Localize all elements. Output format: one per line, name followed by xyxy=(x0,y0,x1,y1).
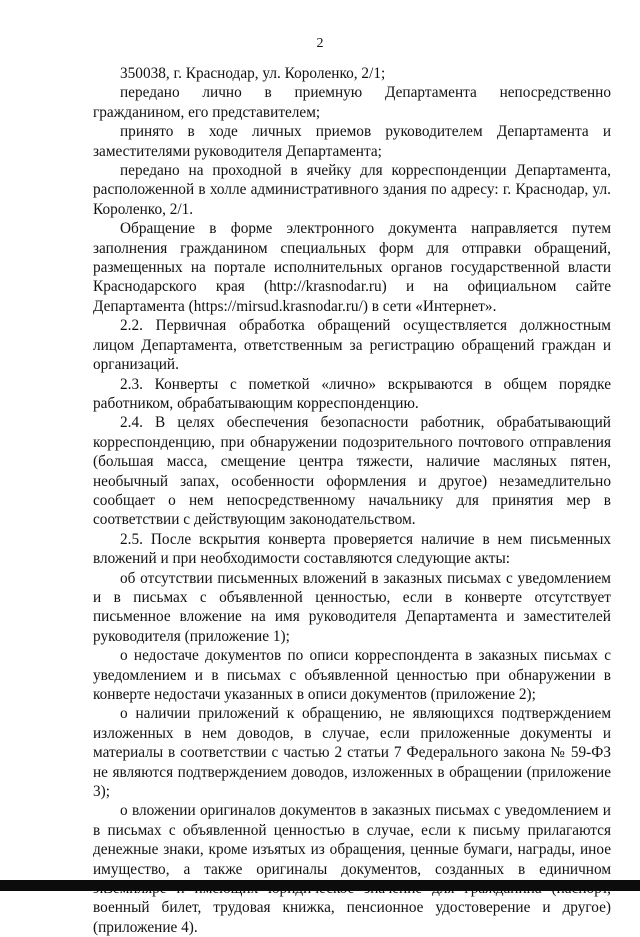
paragraph-electronic-form: Обращение в форме электронного документа направляется путем заполнения гражданином специальных форм для отправки обращений, размещенных на портале исполнительных органов государственной власти Краснодарского края (http://krasnodar.ru) и на официальном сайте Департамента (https://mirsud.krasnodar.ru/) в сети «Интернет». xyxy=(93,220,611,315)
paragraph-2-2: 2.2. Первичная обработка обращений осуществляется должностным лицом Департамента, ответственным за регистрацию обращений граждан и организаций. xyxy=(93,317,611,374)
paragraph-address-line: 350038, г. Краснодар, ул. Короленко, 2/1; xyxy=(120,65,386,82)
page-number: 2 xyxy=(316,36,324,51)
paragraph-act-original-documents: о вложении оригиналов документов в заказных письмах с уведомлением и в письмах с объявленной ценностью в случае, если к письму прилагаются денежные знаки, кроме изъятых из обращения, ценные бумаги, награды, иное имущество, а также оригиналы документов, созданных в единичном военный билет, трудовая книжка, пенсионное удостоверение и другое) (приложение 4). xyxy=(93,802,611,936)
paragraph-2-3: 2.3. Конверты с пометкой «лично» вскрываются в общем порядке работником, обрабатывающим корреспонденцию. xyxy=(93,375,611,412)
paragraph-personal-delivery: передано лично в приемную Департамента непосредственно гражданином, его представителем; xyxy=(93,84,611,121)
paragraph-2-5: 2.5. После вскрытия конверта проверяется наличие в нем письменных вложений и при необходимости составляются следующие акты: xyxy=(93,530,611,568)
paragraph-checkpoint-mailbox: передано на проходной в ячейку для корреспонденции Департамента, расположенной в холле административного здания по адресу: г. Краснодар, ул. Короленко, 2/1. xyxy=(93,162,611,218)
document-body xyxy=(93,64,611,937)
paragraph-2-4: 2.4. В целях обеспечения безопасности работник, обрабатывающий корреспонденцию, при обнаружении подозрительного почтового отправления (большая масса, смещение центра тяжести, наличие масляных пятен, необычный запах, особенности оформления и другое) незамедлительно сообщает о нем непосредственному начальнику для принятия мер в соответствии с действующим законодательством. xyxy=(93,414,611,529)
paragraph-personal-reception: принято в ходе личных приемов руководителем Департамента и заместителями руководителя Департамента; xyxy=(93,123,611,160)
paragraph-act-shortage: о недостаче документов по описи корреспондента в заказных письмах с уведомлением и в письмах с объявленной ценностью при обнаружении в конверте недостачи указанных в описи документов (приложение 2); xyxy=(93,647,611,703)
scan-bottom-edge xyxy=(0,880,640,891)
paragraph-act-no-attachments: об отсутствии письменных вложений в заказных письмах с уведомлением и в письмах с объявленной ценностью, если в конверте отсутствует письменное вложение на имя руководителя Департамента и заместителей руководителя (приложение 1); xyxy=(93,569,611,645)
paragraph-act-irrelevant-attachments: о наличии приложений к обращению, не являющихся подтверждением изложенных в нем доводов, в случае, если приложенные документы и материалы в соответствии с частью 2 статьи 7 Федерального закона № 59-ФЗ не являются подтверждением доводов, изложенных в обращении (приложение 3); xyxy=(93,705,611,801)
